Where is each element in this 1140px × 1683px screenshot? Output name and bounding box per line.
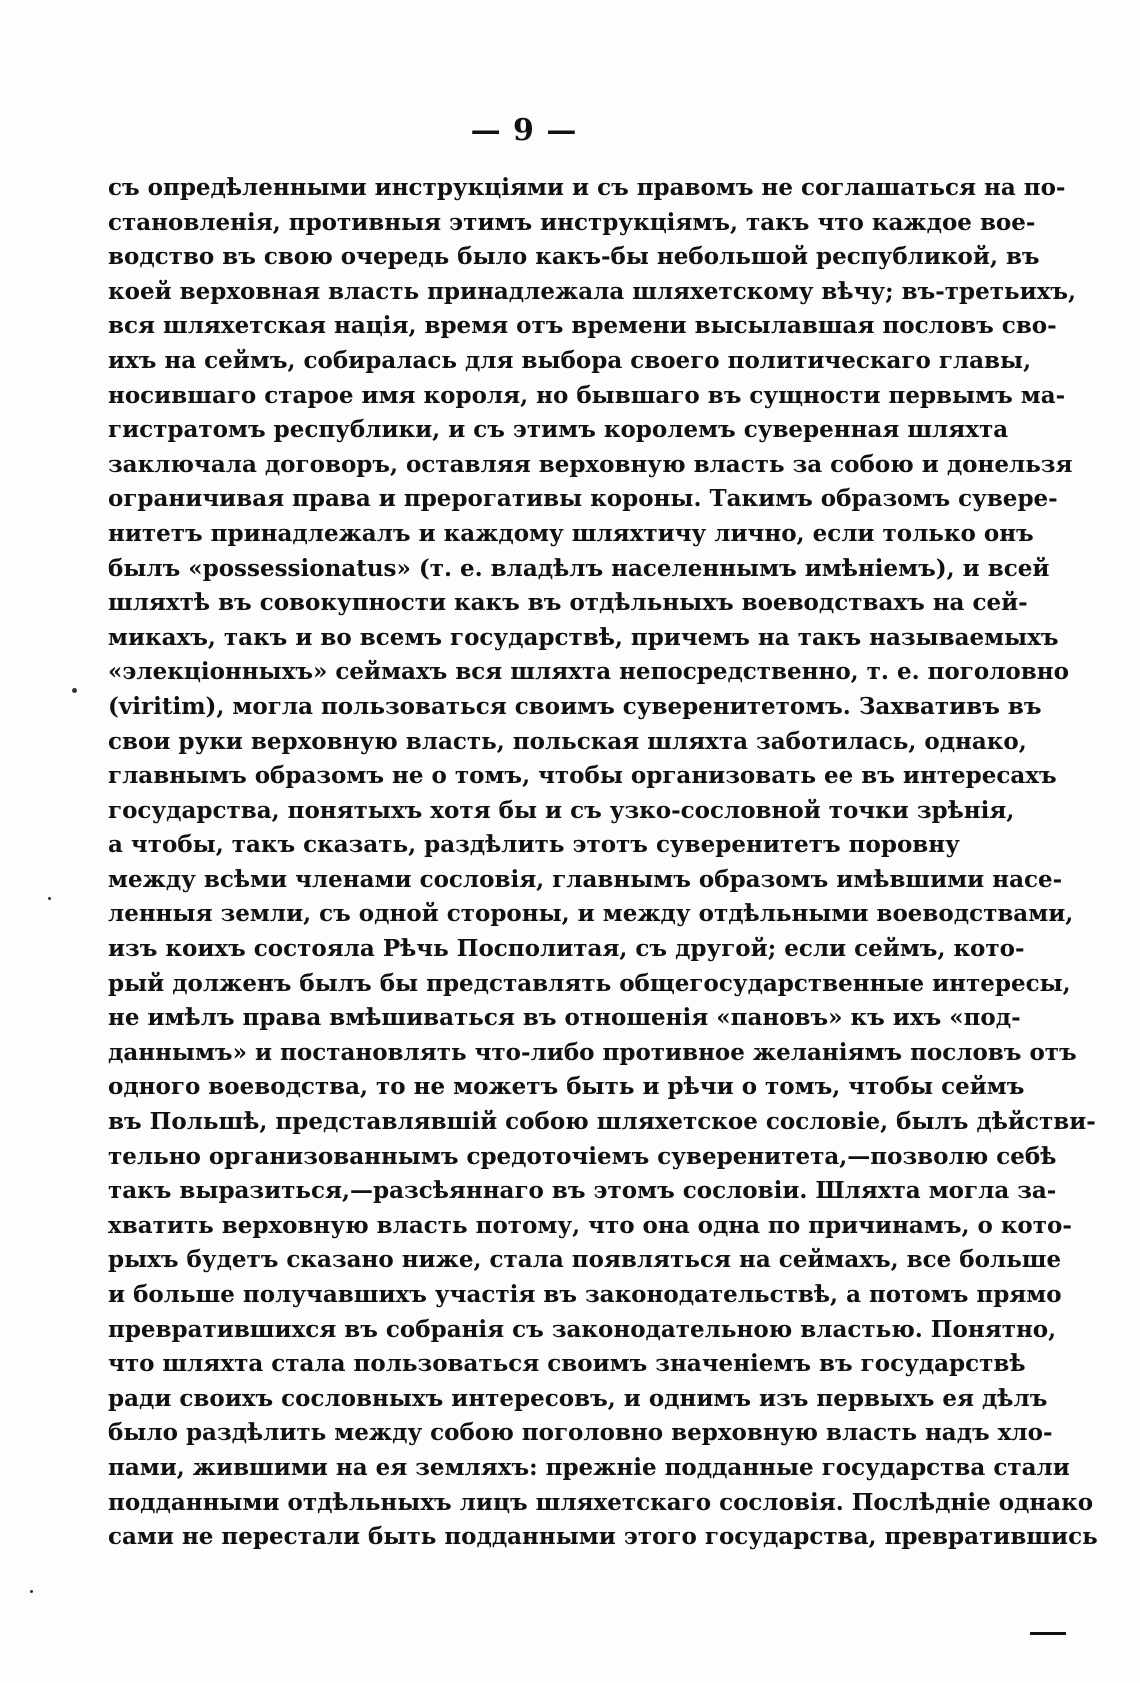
text-line: изъ коихъ состояла Рѣчь Посполитая, съ другой; если сеймъ, кото- (108, 935, 1025, 963)
text-line: нитетъ принадлежалъ и каждому шляхтичу лично, если только онъ (108, 519, 1034, 547)
text-line: ленныя земли, съ одной стороны, и между отдѣльными воеводствами, (108, 900, 1074, 928)
text-line: превратившихся въ собранія съ законодательною властью. Понятно, (108, 1315, 1057, 1343)
text-line: съ опредѣленными инструкціями и съ правомъ не соглашаться на по- (108, 174, 1066, 201)
scan-speck (72, 688, 77, 693)
text-line: свои руки верховную власть, польская шляхта заботилась, однако, (108, 727, 1027, 755)
scan-speck (30, 1590, 33, 1593)
text-line: ихъ на сеймъ, собиралась для выбора своего политическаго главы, (108, 346, 1032, 374)
text-line: шляхтѣ въ совокупности какъ въ отдѣльныхъ воеводствахъ на сей- (108, 589, 1028, 617)
text-line: рый долженъ былъ бы представлять общегосударственные интересы, (108, 969, 1071, 997)
text-line: заключала договоръ, оставляя верховную власть за собою и донельзя (108, 450, 1073, 478)
text-line: носившаго старое имя короля, но бывшаго въ сущности первымъ ма- (108, 381, 1066, 409)
text-line: хватить верховную власть потому, что она одна по причинамъ, о кото- (108, 1211, 1072, 1239)
text-line: государства, понятыхъ хотя бы и съ узко-сословной точки зрѣнія, (108, 796, 1015, 824)
text-line: подданными отдѣльныхъ лицъ шляхетскаго сословія. Послѣдніе однако (108, 1488, 1094, 1516)
text-line: главнымъ образомъ не о томъ, чтобы организовать ее въ интересахъ (108, 762, 1057, 790)
text-line: что шляхта стала пользоваться своимъ значеніемъ въ государствѣ (108, 1350, 1026, 1378)
text-line: такъ выразиться,—разсѣяннаго въ этомъ сословіи. Шляхта могла за- (108, 1177, 1057, 1205)
text-line: между всѣми членами сословія, главнымъ образомъ имѣвшими насе- (108, 865, 1063, 893)
text-line: тельно организованнымъ средоточіемъ суверенитета,—позволю себѣ (108, 1142, 1057, 1170)
text-line: гистратомъ республики, и съ этимъ королемъ суверенная шляхта (108, 416, 1009, 444)
text-line: (viritim), могла пользоваться своимъ суверенитетомъ. Захвативъ въ (108, 692, 1042, 720)
text-line: микахъ, такъ и во всемъ государствѣ, причемъ на такъ называемыхъ (108, 623, 1059, 651)
text-line: рыхъ будетъ сказано ниже, стала появляться на сеймахъ, все больше (108, 1246, 1062, 1274)
text-line: даннымъ» и постановлять что-либо противное желаніямъ пословъ отъ (108, 1038, 1077, 1066)
text-line: ограничивая права и прерогативы короны. Такимъ образомъ сувере- (108, 485, 1058, 513)
text-line: «элекціонныхъ» сеймахъ вся шляхта непосредственно, т. е. поголовно (108, 658, 1069, 686)
text-line: коей верховная власть принадлежала шляхетскому вѣчу; въ-третьихъ, (108, 277, 1077, 305)
scan-speck (48, 897, 51, 900)
text-line: сами не перестали быть подданными этого государства, превратившись (108, 1523, 1098, 1551)
text-line: ради своихъ сословныхъ интересовъ, и однимъ изъ первыхъ ея дѣлъ (108, 1384, 1048, 1412)
text-line: становленія, противныя этимъ инструкціямъ, такъ что каждое вое- (108, 208, 1036, 236)
text-line: одного воеводства, то не можетъ быть и рѣчи о томъ, чтобы сеймъ (108, 1073, 1025, 1101)
text-line: былъ «possessionatus» (т. е. владѣлъ населеннымъ имѣніемъ), и всей (108, 554, 1050, 582)
text-line: вся шляхетская нація, время отъ времени высылавшая пословъ сво- (108, 312, 1057, 340)
margin-mark (1030, 1632, 1066, 1635)
text-line: водство въ свою очередь было какъ-бы небольшой республикой, въ (108, 243, 1040, 271)
text-line: въ Польшѣ, представлявшій собою шляхетское сословіе, былъ дѣйстви- (108, 1108, 1096, 1136)
body-text (108, 171, 1098, 1555)
text-line: не имѣлъ права вмѣшиваться въ отношенія «пановъ» къ ихъ «под- (108, 1004, 1021, 1032)
text-line: было раздѣлить между собою поголовно верховную власть надъ хло- (108, 1419, 1053, 1447)
page-number: — 9 — (470, 113, 578, 148)
text-line: пами, жившими на ея земляхъ: прежніе подданные государства стали (108, 1453, 1070, 1481)
text-line: а чтобы, такъ сказать, раздѣлить этотъ суверенитетъ поровну (108, 831, 960, 859)
text-line: и больше получавшихъ участія въ законодательствѣ, а потомъ прямо (108, 1281, 1062, 1308)
